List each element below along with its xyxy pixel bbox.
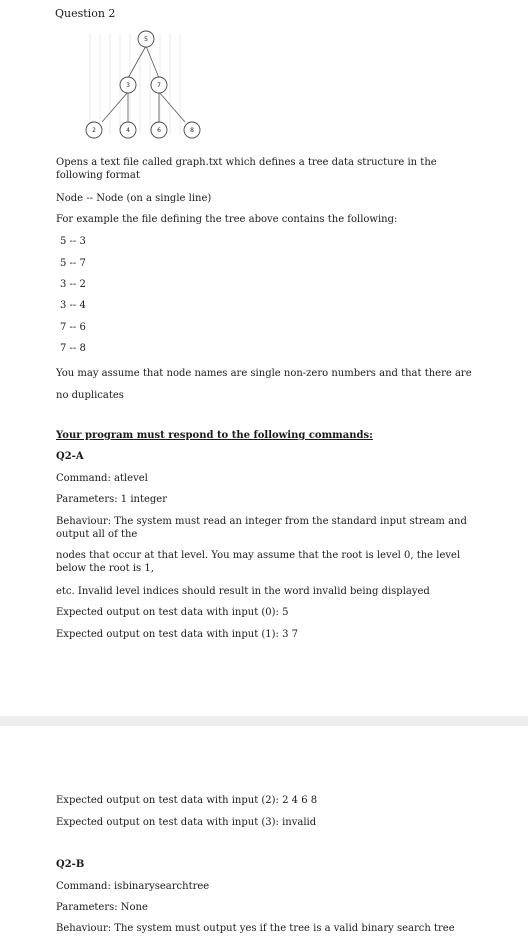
tree-diagram bbox=[56, 22, 216, 142]
commands-header: Your program must respond to the following commands: bbox=[56, 430, 373, 441]
edge-line: 3 -- 2 bbox=[60, 279, 86, 290]
assumption-text: You may assume that node names are single non-zero numbers and that there are no duplicates bbox=[56, 368, 472, 401]
tree-node-label: 3 bbox=[126, 82, 130, 89]
q2b-command: Command: isbinarysearchtree bbox=[56, 881, 210, 892]
q2b-parameters: Parameters: None bbox=[56, 902, 148, 913]
tree-node-label: 8 bbox=[190, 127, 194, 134]
q2b-label: Q2-B bbox=[56, 859, 85, 870]
q2a-output-0: Expected output on test data with input (0): 5 bbox=[56, 607, 289, 618]
q2a-behaviour-invalid: etc. Invalid level indices should result in the word invalid being displayed bbox=[56, 586, 430, 597]
q2b-behaviour: Behaviour: The system must output yes if the tree is a valid binary search tree bbox=[56, 923, 455, 934]
edge-line: 7 -- 8 bbox=[60, 343, 86, 354]
edge-line: 7 -- 6 bbox=[60, 322, 86, 333]
q2a-command: Command: atlevel bbox=[56, 473, 148, 484]
tree-node-label: 2 bbox=[92, 127, 96, 134]
tree-node-label: 7 bbox=[157, 82, 161, 89]
example-intro: For example the file defining the tree above contains the following: bbox=[56, 214, 398, 225]
intro-paragraph: Opens a text file called graph.txt which defines a tree data structure in the following format bbox=[56, 157, 437, 181]
tree-node-label: 5 bbox=[144, 36, 148, 43]
q2a-label: Q2-A bbox=[56, 451, 84, 462]
q2a-output-1: Expected output on test data with input (1): 3 7 bbox=[56, 629, 299, 640]
question-title: Question 2 bbox=[55, 7, 116, 20]
q2a-behaviour: Behaviour: The system must read an integer from the standard input stream and output all of the bbox=[56, 516, 467, 540]
tree-node-label: 6 bbox=[157, 127, 161, 134]
q2a-output-3: Expected output on test data with input (3): invalid bbox=[56, 817, 317, 828]
q2a-parameters: Parameters: 1 integer bbox=[56, 494, 167, 505]
edge-line: 5 -- 3 bbox=[60, 236, 86, 247]
edge-line: 5 -- 7 bbox=[60, 258, 86, 269]
tree-node-label: 4 bbox=[126, 127, 130, 134]
format-description: Node -- Node (on a single line) bbox=[56, 193, 212, 204]
page-divider bbox=[0, 716, 528, 726]
q2a-behaviour-cont: nodes that occur at that level. You may assume that the root is level 0, the level below the root is 1, bbox=[56, 550, 461, 574]
edge-line: 3 -- 4 bbox=[60, 300, 86, 311]
q2a-output-2: Expected output on test data with input (2): 2 4 6 8 bbox=[56, 795, 318, 806]
